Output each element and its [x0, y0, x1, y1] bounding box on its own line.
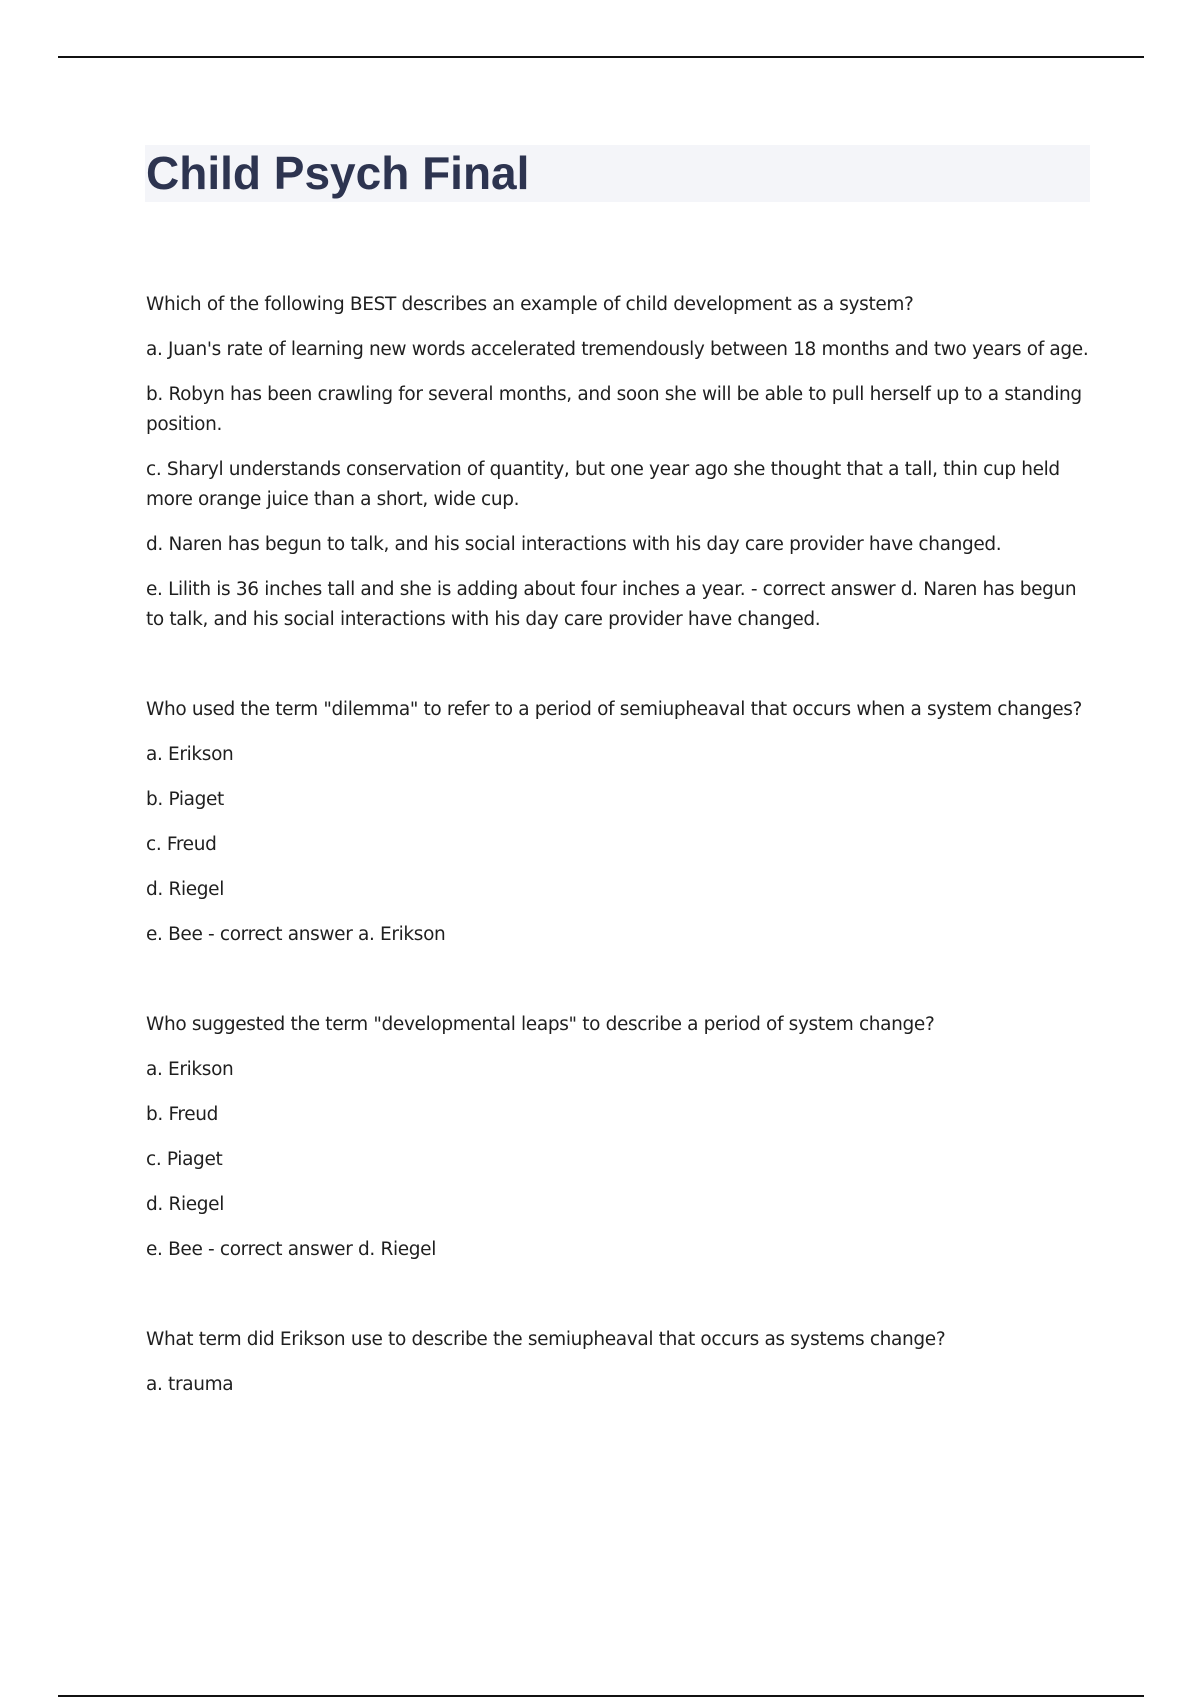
document-title: Child Psych Final	[146, 147, 530, 199]
page-bottom-rule	[58, 1695, 1144, 1697]
document-body	[146, 290, 1092, 1400]
correct-answer-text: - correct answer a. Erikson	[208, 924, 446, 945]
question-block-2	[146, 695, 1092, 950]
option-item-with-answer	[146, 575, 1092, 635]
correct-answer-text: - correct answer d. Riegel	[208, 1239, 436, 1260]
option-text: e. Lilith is 36 inches tall and she is adding about four inches a year.	[146, 579, 746, 600]
option-item: a. Erikson	[146, 1059, 234, 1080]
correct-answer-text: - correct answer d. Naren has begun to talk, and his social interactions with his day care provider have changed.	[146, 579, 1077, 630]
question-text: Who used the term "dilemma" to refer to a period of semiupheaval that occurs when a system changes?	[146, 699, 1083, 720]
option-item: c. Piaget	[146, 1149, 223, 1170]
question-text: What term did Erikson use to describe the semiupheaval that occurs as systems change?	[146, 1329, 946, 1350]
option-item: d. Riegel	[146, 879, 224, 900]
page-top-rule	[58, 56, 1144, 58]
option-item: d. Naren has begun to talk, and his social interactions with his day care provider have changed.	[146, 534, 1002, 555]
question-text: Who suggested the term "developmental leaps" to describe a period of system change?	[146, 1014, 935, 1035]
question-block-4	[146, 1325, 1092, 1400]
question-block-3	[146, 1010, 1092, 1265]
option-text: e. Bee	[146, 924, 203, 945]
option-item-with-answer	[146, 1235, 1092, 1265]
option-item: b. Freud	[146, 1104, 219, 1125]
option-item: c. Sharyl understands conservation of quantity, but one year ago she thought that a tall, thin cup held more orange juice than a short, wide cup.	[146, 459, 1060, 510]
option-item: a. Erikson	[146, 744, 234, 765]
question-block-1	[146, 290, 1092, 635]
option-item: c. Freud	[146, 834, 217, 855]
option-item: d. Riegel	[146, 1194, 224, 1215]
option-item: a. Juan's rate of learning new words accelerated tremendously between 18 months and two years of age.	[146, 339, 1089, 360]
option-item: a. trauma	[146, 1374, 234, 1395]
option-item: b. Robyn has been crawling for several months, and soon she will be able to pull herself up to a standing position.	[146, 384, 1082, 435]
question-text: Which of the following BEST describes an example of child development as a system?	[146, 294, 914, 315]
option-item-with-answer	[146, 920, 1092, 950]
option-item: b. Piaget	[146, 789, 224, 810]
option-text: e. Bee	[146, 1239, 203, 1260]
